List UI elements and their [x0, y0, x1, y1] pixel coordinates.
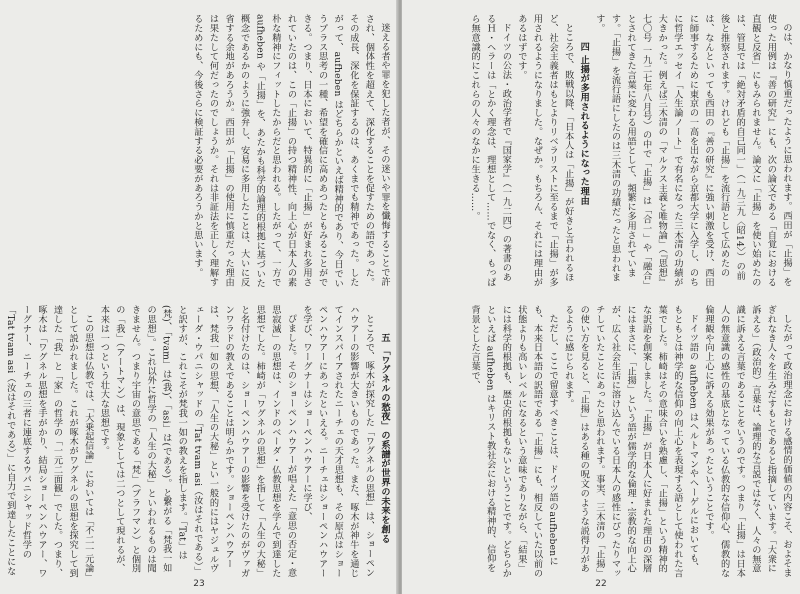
page-number: 23	[193, 579, 205, 589]
bottom-text-block	[6, 305, 392, 579]
paragraph: ぴました。そのショーペンハウアーが唱えた「意思の否定・意思寂滅」の思想は、インドのベーダ・仏教思想を学んで到達した思想でした。柿崎が「ワグネルの思想」を指して「人生の大秘」と名付けたのは、ショーペンハウアーの影響を受けたのがヴァガンワラドの教えであることは明らかです。ショーペンハウアーは、梵我一如の思想、「人生の大秘」とい一般的にはヤジュルヴェーダ・ウパニシャッドの「Tat tvam asi（汝はそれである）」と訳すが、これこそが梵我一如の教えを指します。「Tat」は(梵)、「tvam」は(我)、「asi」は(である)。と繋がる「梵我一如の思想」。これ以外に哲学の「人生の大秘」といわれるものは聞きません。つまり宇宙の意思である「梵」（ブラフマン）と個別の「我」（アートマン）は、現象としては二つとして現れるが、本来は一つという壮大な思想です。	[98, 305, 297, 578]
paragraph: ところで、敗戦以降、「日本人は「止揚」が好きと言われるほど、社会主義者はもとよりリベラリストに至るまで「止揚」が多用されるようになりました。なぜか。もちろん、それには理由があるはずです。	[515, 14, 574, 287]
paragraph: ただし、ここで留意すべきことは、ドイツ語のaufhebenにも、本来日本語の訳語である「止揚」にも、相反していた以前の状態よりも高いレベルになるという意味でありながら、「結果」には科学的根拠も、歴史的根拠もないということです。どちらかといえば aufheben はキリスト教社会における精神的、信仰を背景とした言葉で、	[469, 305, 559, 578]
page-text-columns	[408, 14, 794, 579]
page-number: 22	[595, 579, 607, 589]
paragraph: のは、かなり慎重だったように思われます。西田が「止揚」を使った用例は『善の研究』にも、次の論文である「自覚における直観と反省」にもみられません。論文に「止揚」を使い始めたのは、管見では「絶対矛盾的自己同一」（一九三九〈昭14〉）の前後と推察されます。けれども「止揚」を流行語として広めたのは、なんといっても西田の『善の研究』に強い刺激を受け、西田に師事するために東京の一高を出ながら京都大学に入学し、のちに哲学エッセイ「人生論ノート」で有名になった三木清の功績が大きかった。例えば三木清の「マルクス主義と唯物論」（『思想』七〇号 一九二七年八月号）の中で「止揚」は「合一」や「融合」とされてきた言葉に変わる用語として、頻繁に多用されています。「止揚」を流行語にしたのは三木清の功績だったと思われます。	[593, 14, 792, 287]
paragraph: ドイツ語の aufheben はヘルトマンやヘーゲルにおいても、もともとは神学的な信仰の向上心を表現する語として使われた言葉でした。柿崎はその意味合いを熟慮し、「止揚」という精神的な訳語を創案しました。「止揚」が日本人に好まれた理由の深層にはまさに、「止揚」という語が儒学的な倫理・宗教的な向上心が、広く社会生活に溶け込んでいる日本人の感性にぴったりマッチしていたことにあったと思われます。事実、三木清の「止揚」の使い方を見ると、「止揚」はある種の呪文のような説得力があるように感じられます。	[562, 305, 699, 578]
paragraph: 迷える者や罪を犯した者が、その迷いや罪を懺悔することで許され、個体性を超えて、深化することを促すための語であった。その成長、深化を保証するのは、あくまでも精神であった。したがって、aufheben はどちらかといえば精神的であり、今日でいうプラス思考の一種、希望を確信に高めあつたともみることができる。つまり、日本において、特異的に「止揚」が好まれ多用されていたのは、この「止揚」の持つ精神性、向上心が日本人の素朴な精神にフィットしたからだと思われる。したがって、一方で aufheben や「止揚」を、あたかも科学的論理的根拠に基づいた概念であるかのように強弁し、安易に多用したことは、大いに反省する余地があろうか。西田が「止揚」の使用に慎重だった理由は果たして何だったのでしょうか。それは非証法を正しく理解するためにも、今後さらに検証する必要があろうかと思います。	[191, 14, 390, 288]
paragraph: したがって政治理念における感情的価値の内容こそ、およそまぎれなき人々を生みだすもとであると指摘しています。「大衆に訴える」（政治的）言葉は、論理的な言説ではなく、人々の無意識に訴える言葉であることをいうのです。つまり「止揚」は日本人の無意識の感性の基底となっている仏教的な信仰心、儒教的な倫理観や向上心に訴える効果があったということです。	[703, 305, 792, 578]
left-page	[0, 0, 398, 594]
paragraph: ところで、啄木が探究した「ワグネルの思想」は、ショーペンハウアーの影響が大きいものであった。また、啄木が神牛を通じてインスパイアされたニーチェの天才思想も、その原点はショーペンハウアーにあったといえる。ニーチェはショーペンハウアーを学び、ワーグナーはショーペンハウアーに学び、	[301, 305, 375, 578]
right-page	[402, 0, 800, 594]
section-heading: 四 止揚が多用されるようになった理由	[578, 41, 590, 205]
paragraph: この思想は仏教では、「大乗起信論」においては「不二一元論」として説かれました。これが啄木がワグネルの思想を探究して到達した「我」と「家」の哲学の「一元二面観」でした。つまり、啄木は「ワグネル思想を手がかり、結局ショーペンハウアー、ワーグナー、ニーチェの三者に連底するウパニシャッド哲学の「Tat tvam asi（汝はそれである）」に自力で到達したことにな	[4, 305, 94, 578]
top-text-block	[6, 14, 392, 288]
paragraph: ドイツの公法・政治学者で『国家学』（一九二四）の著書のあるＨ・ヘラーは「とかく理念は、理想として……でなく、もっぱら無意識的にこれらの人々のなかに生きる……。	[469, 14, 512, 287]
section-heading: 五 「ワグネルの愁夜」の系譜が世界の未来を創る	[379, 332, 390, 543]
page-text-columns	[6, 14, 392, 579]
bottom-text-block	[408, 305, 794, 579]
top-text-block	[408, 14, 794, 288]
